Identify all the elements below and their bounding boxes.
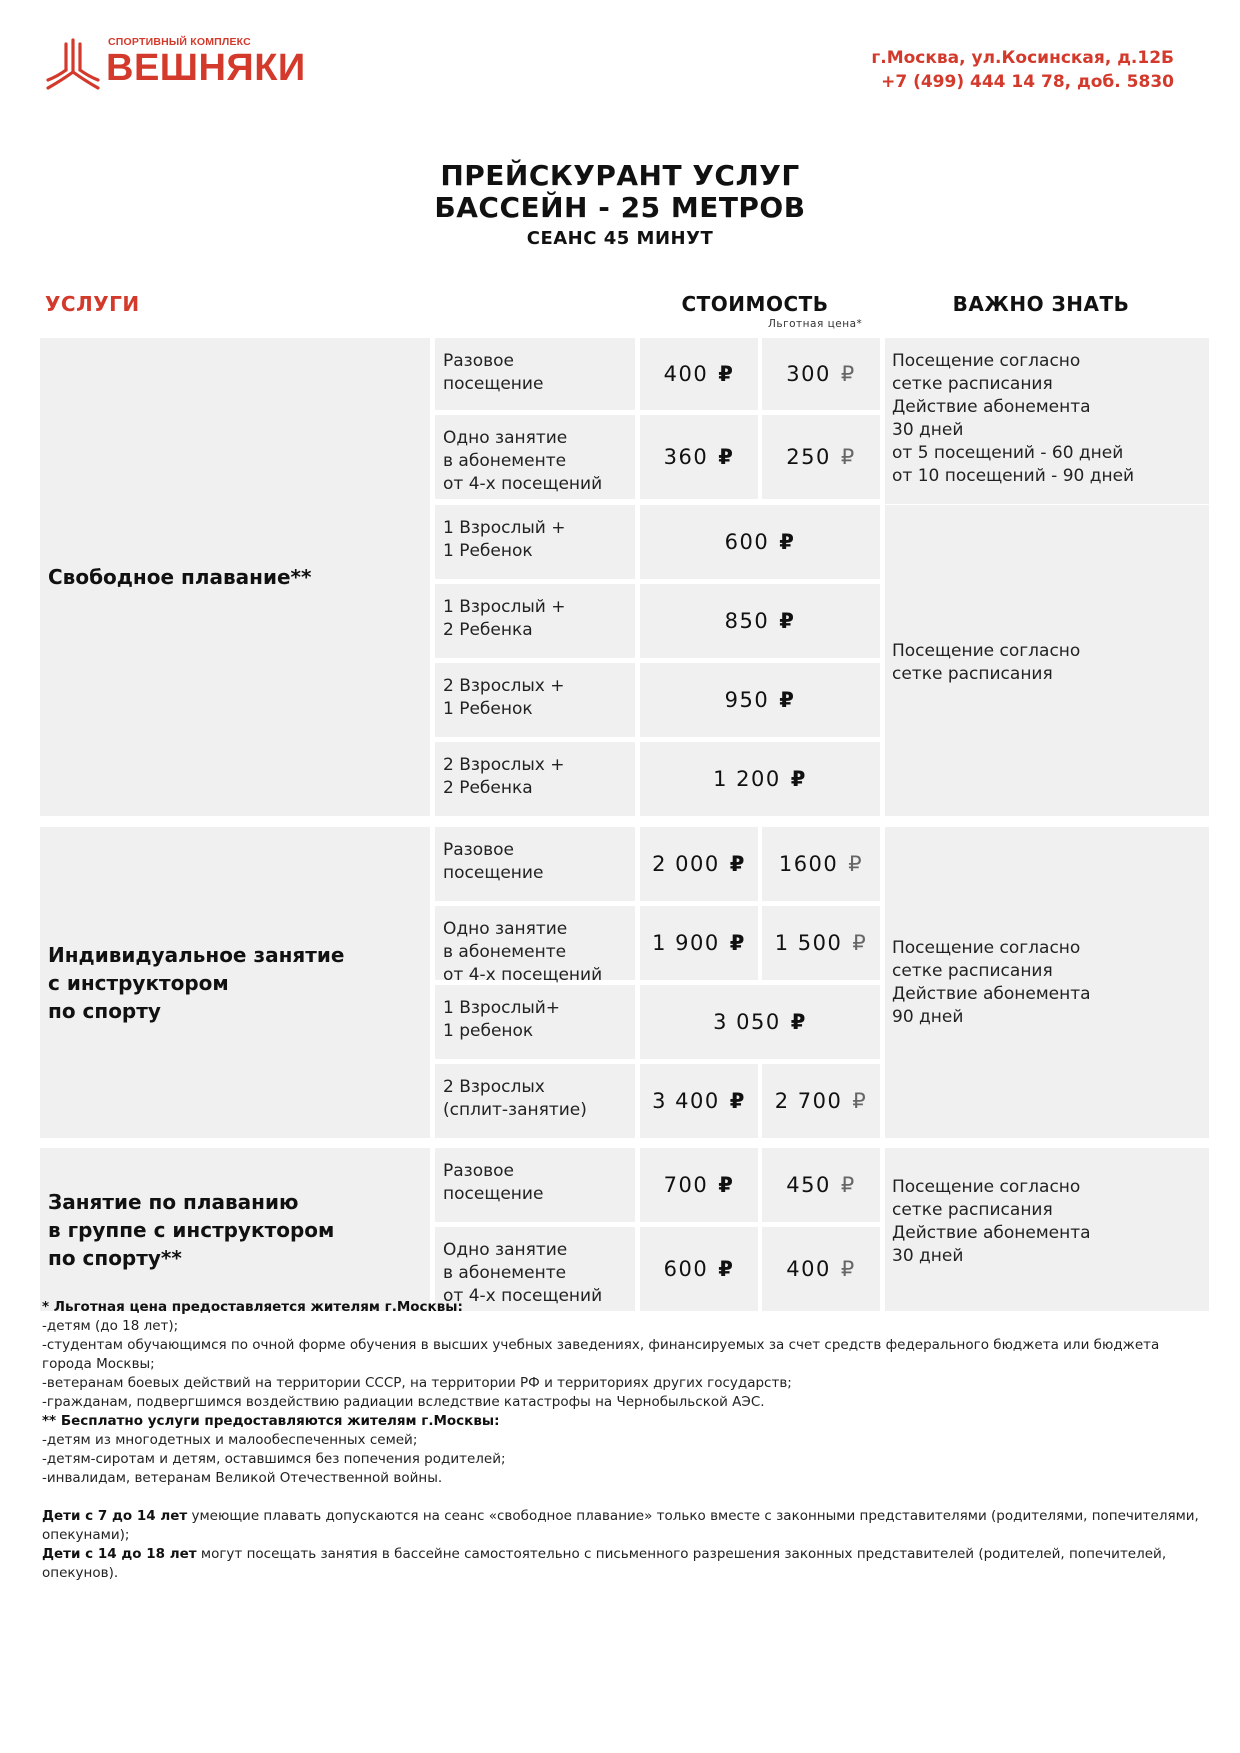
column-header-services: УСЛУГИ <box>45 292 140 316</box>
service-name-line: Свободное плавание** <box>48 565 312 589</box>
ruble-icon: ₽ <box>848 852 864 876</box>
price-cell-value: 700 <box>663 1173 709 1197</box>
price-cell <box>640 1148 758 1222</box>
discount-price-cell-value: 250 <box>786 445 831 469</box>
important-info <box>885 505 1209 816</box>
discount-price-cell <box>762 827 880 901</box>
title-line-3: СЕАНС 45 МИНУТ <box>526 228 714 249</box>
info-line: от 5 посещений - 60 дней <box>892 443 1124 463</box>
option-label <box>435 505 635 579</box>
service-name <box>40 338 430 816</box>
logo-emblem-icon <box>44 36 102 94</box>
service-name-line: по спорту** <box>48 1245 182 1270</box>
info-line: Действие абонемента <box>892 984 1091 1004</box>
price-cell-value: 2 000 <box>652 852 720 876</box>
column-header-important: ВАЖНО ЗНАТЬ <box>952 292 1130 316</box>
service-name <box>40 1148 430 1311</box>
price-cell <box>640 985 880 1059</box>
ruble-icon: ₽ <box>852 1089 868 1113</box>
price-cell <box>640 505 880 579</box>
price-cell <box>640 742 880 816</box>
brand-logo <box>44 36 306 96</box>
column-header-cost: СТОИМОСТЬ <box>681 292 829 316</box>
info-line: Действие абонемента <box>892 1223 1091 1243</box>
info-line: сетке расписания <box>892 961 1053 981</box>
discount-price-cell-value: 1600 <box>778 852 839 876</box>
discount-price-cell <box>762 1148 880 1222</box>
option-line: посещение <box>443 1184 544 1204</box>
option-label <box>435 338 635 410</box>
option-label <box>435 906 635 985</box>
option-label <box>435 1064 635 1138</box>
price-cell <box>640 1064 758 1138</box>
info-line: от 10 посещений - 90 дней <box>892 466 1135 486</box>
ruble-icon: ₽ <box>779 688 796 712</box>
discount-price-cell-value: 300 <box>786 362 831 386</box>
option-line: от 4-х посещений <box>443 474 603 494</box>
ruble-icon: ₽ <box>840 362 856 386</box>
info-line: Посещение согласно <box>892 938 1081 958</box>
option-label <box>435 584 635 658</box>
footnote-free-item: -детям-сиротам и детям, оставшимся без попечения родителей; <box>42 1451 506 1467</box>
option-line: от 4-х посещений <box>443 1286 603 1306</box>
price-cell <box>640 663 880 737</box>
service-name-line: Занятие по плаванию <box>48 1189 299 1214</box>
phone-link[interactable]: +7 (499) 444 14 78, доб. 5830 <box>881 72 1174 92</box>
info-line: сетке расписания <box>892 664 1053 684</box>
info-line: Посещение согласно <box>892 1177 1081 1197</box>
discount-price-cell-value: 400 <box>786 1257 831 1281</box>
footnote-discount-title: * Льготная цена предоставляется жителям г.Москвы: <box>42 1299 463 1315</box>
note-kids-14-18-label: Дети с 14 до 18 лет <box>42 1546 197 1562</box>
ruble-icon: ₽ <box>779 530 796 554</box>
price-cell-value: 1 900 <box>652 931 720 955</box>
option-line: 1 Ребенок <box>443 699 533 719</box>
option-line: посещение <box>443 863 544 883</box>
option-line: 2 Взрослых + <box>443 676 565 696</box>
service-name-text <box>48 563 311 591</box>
option-line: Разовое <box>443 351 514 371</box>
service-name-text <box>48 941 344 1025</box>
ruble-icon: ₽ <box>729 852 746 876</box>
service-name-line: Индивидуальное занятие <box>48 942 345 967</box>
important-info <box>885 1148 1209 1311</box>
contacts-block <box>871 46 1174 94</box>
footnotes <box>42 1298 1207 1583</box>
option-line: в абонементе <box>443 942 567 962</box>
footnote-discount-item: -детям (до 18 лет); <box>42 1318 179 1334</box>
note-kids-7-14 <box>42 1507 1207 1545</box>
option-line: 1 Ребенок <box>443 541 533 561</box>
ruble-icon: ₽ <box>790 1010 807 1034</box>
option-label <box>435 827 635 901</box>
option-line: (сплит-занятие) <box>443 1100 587 1120</box>
option-line: от 4-х посещений <box>443 965 603 985</box>
important-info <box>885 338 1209 504</box>
option-line: 2 Ребенка <box>443 778 533 798</box>
title-line-2: БАССЕЙН - 25 МЕТРОВ <box>434 191 806 224</box>
ruble-icon: ₽ <box>852 931 868 955</box>
price-cell-value: 3 050 <box>713 1010 781 1034</box>
ruble-icon: ₽ <box>718 362 735 386</box>
discount-price-cell <box>762 906 880 980</box>
option-line: в абонементе <box>443 1263 567 1283</box>
page-title <box>0 160 1240 252</box>
note-kids-14-18 <box>42 1545 1207 1583</box>
note-kids-14-18-text: могут посещать занятия в бассейне самостоятельно с письменного разрешения законных представителей (родителей, попечителей, опекунов). <box>42 1546 1167 1581</box>
note-kids-7-14-label: Дети с 7 до 14 лет <box>42 1508 188 1524</box>
ruble-icon: ₽ <box>718 1257 735 1281</box>
important-info <box>885 827 1209 1138</box>
option-line: 1 Взрослый + <box>443 597 566 617</box>
ruble-icon: ₽ <box>718 445 735 469</box>
option-line: 1 Взрослый + <box>443 518 566 538</box>
option-label <box>435 663 635 737</box>
ruble-icon: ₽ <box>718 1173 735 1197</box>
discount-price-cell <box>762 338 880 410</box>
option-line: Одно занятие <box>443 428 568 448</box>
footnote-free-item: -детям из многодетных и малообеспеченных семей; <box>42 1432 418 1448</box>
price-cell <box>640 338 758 410</box>
price-cell-value: 1 200 <box>713 767 781 791</box>
option-line: 2 Взрослых <box>443 1077 545 1097</box>
option-line: Разовое <box>443 1161 514 1181</box>
info-line: 90 дней <box>892 1007 964 1027</box>
service-name-text <box>48 1188 334 1272</box>
price-cell-value: 600 <box>724 530 770 554</box>
address: г.Москва, ул.Косинская, д.12Б <box>871 48 1174 68</box>
ruble-icon: ₽ <box>840 445 856 469</box>
ruble-icon: ₽ <box>779 609 796 633</box>
discount-price-cell-value: 2 700 <box>774 1089 843 1113</box>
ruble-icon: ₽ <box>840 1257 856 1281</box>
footnote-discount-item: -гражданам, подвергшимся воздействию радиации вследствие катастрофы на Чернобыльской АЭС. <box>42 1394 765 1410</box>
price-cell <box>640 827 758 901</box>
price-cell-value: 950 <box>724 688 770 712</box>
option-label <box>435 415 635 499</box>
option-line: в абонементе <box>443 451 567 471</box>
info-line: 30 дней <box>892 1246 964 1266</box>
option-line: 1 ребенок <box>443 1021 534 1041</box>
price-cell-value: 850 <box>724 609 770 633</box>
service-name-line: в группе с инструктором <box>48 1217 335 1242</box>
ruble-icon: ₽ <box>790 767 807 791</box>
discount-price-cell-value: 450 <box>786 1173 831 1197</box>
price-cell <box>640 584 880 658</box>
info-line: Действие абонемента <box>892 397 1091 417</box>
footnote-free-item: -инвалидам, ветеранам Великой Отечественной войны. <box>42 1470 443 1486</box>
brand-kicker: СПОРТИВНЫЙ КОМПЛЕКС <box>108 36 251 48</box>
price-cell-value: 360 <box>663 445 709 469</box>
service-name-line: с инструктором <box>48 970 229 995</box>
option-line: 1 Взрослый+ <box>443 998 561 1018</box>
option-line: Разовое <box>443 840 514 860</box>
footnote-free-title: ** Бесплатно услуги предоставляются жителям г.Москвы: <box>42 1413 500 1429</box>
discount-price-cell <box>762 415 880 499</box>
price-cell <box>640 906 758 980</box>
note-kids-7-14-text: умеющие плавать допускаются на сеанс «свободное плавание» только вместе с законными представителями (родителями, попечителями, опекунами); <box>42 1508 1199 1543</box>
price-cell <box>640 415 758 499</box>
footnote-discount-item: -студентам обучающимся по очной форме обучения в высших учебных заведениях, финансируемых за счет средств федерального бюджета или бюджета города Москвы; <box>42 1337 1160 1372</box>
page-header <box>0 0 1240 120</box>
title-line-1: ПРЕЙСКУРАНТ УСЛУГ <box>440 159 800 192</box>
info-line: сетке расписания <box>892 374 1053 394</box>
ruble-icon: ₽ <box>840 1173 856 1197</box>
service-name-line: по спорту <box>48 998 161 1023</box>
price-cell-value: 400 <box>663 362 709 386</box>
info-line: сетке расписания <box>892 1200 1053 1220</box>
info-line: Посещение согласно <box>892 641 1081 661</box>
price-cell-value: 3 400 <box>652 1089 720 1113</box>
option-line: посещение <box>443 374 544 394</box>
discount-price-cell-value: 1 500 <box>774 931 843 955</box>
column-header-discount-note: Льготная цена* <box>768 318 863 330</box>
service-name <box>40 827 430 1138</box>
footnote-discount-item: -ветеранам боевых действий на территории СССР, на территории РФ и территориях других государств; <box>42 1375 792 1391</box>
ruble-icon: ₽ <box>729 1089 746 1113</box>
option-label <box>435 985 635 1059</box>
info-line: Посещение согласно <box>892 351 1081 371</box>
price-cell-value: 600 <box>663 1257 709 1281</box>
option-line: 2 Взрослых + <box>443 755 565 775</box>
discount-price-cell <box>762 1064 880 1138</box>
option-label <box>435 742 635 816</box>
ruble-icon: ₽ <box>729 931 746 955</box>
option-label <box>435 1148 635 1222</box>
option-line: Одно занятие <box>443 919 568 939</box>
brand-name: ВЕШНЯКИ <box>106 47 306 89</box>
option-line: 2 Ребенка <box>443 620 533 640</box>
info-line: 30 дней <box>892 420 964 440</box>
option-line: Одно занятие <box>443 1240 568 1260</box>
